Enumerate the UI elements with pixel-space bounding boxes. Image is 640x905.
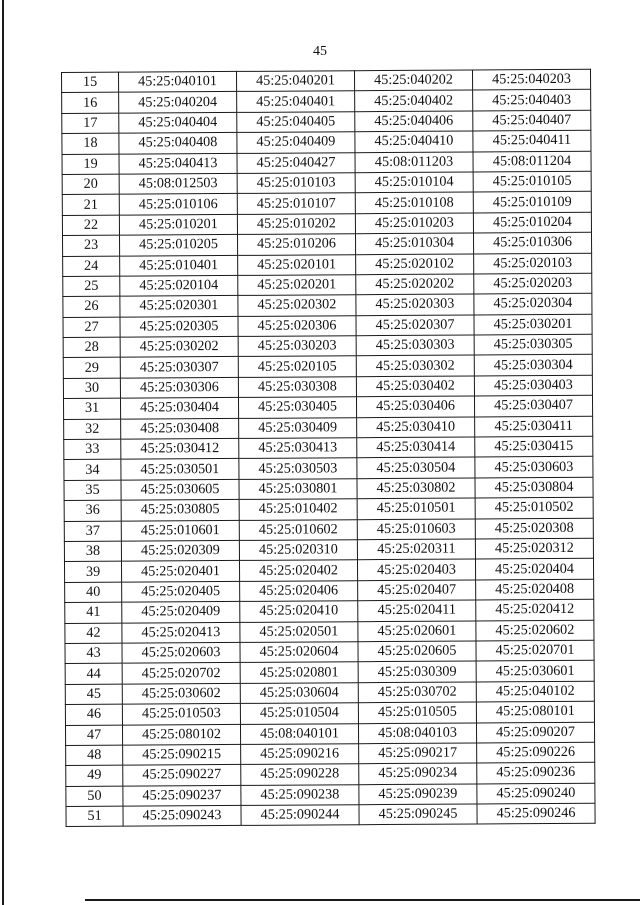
cadastral-code-cell: 45:25:090244 bbox=[241, 805, 359, 826]
table-row bbox=[66, 763, 595, 787]
cadastral-code-cell: 45:25:040201 bbox=[236, 71, 354, 92]
cadastral-code-cell: 45:25:020103 bbox=[474, 253, 592, 274]
cadastral-code-cell: 45:25:090240 bbox=[477, 783, 595, 804]
cadastral-code-cell: 45:25:040101 bbox=[119, 71, 237, 92]
table-row bbox=[63, 253, 592, 277]
cadastral-code-cell: 45:25:020604 bbox=[240, 642, 358, 663]
cadastral-code-cell: 45:25:090238 bbox=[241, 784, 359, 805]
cadastral-code-cell: 45:25:020312 bbox=[475, 538, 593, 559]
cadastral-code-cell: 45:25:010202 bbox=[237, 213, 355, 234]
cadastral-code-cell: 45:25:010105 bbox=[473, 171, 591, 192]
cadastral-code-cell: 45:25:090227 bbox=[123, 765, 241, 786]
cadastral-code-cell: 45:25:030402 bbox=[356, 376, 474, 397]
cadastral-code-cell: 45:25:040202 bbox=[354, 70, 472, 91]
cadastral-code-cell: 45:25:040407 bbox=[473, 110, 591, 131]
table-row bbox=[66, 783, 595, 807]
cadastral-code-cell: 45:25:020303 bbox=[356, 294, 474, 315]
cadastral-code-cell: 45:25:090215 bbox=[123, 744, 241, 765]
cadastral-code-cell: 45:25:030303 bbox=[356, 335, 474, 356]
row-number-cell: 41 bbox=[65, 602, 122, 623]
cadastral-code-cell: 45:25:020105 bbox=[238, 356, 356, 377]
cadastral-code-cell: 45:25:030605 bbox=[121, 479, 239, 500]
cadastral-code-cell: 45:25:030603 bbox=[475, 457, 593, 478]
cadastral-code-cell: 45:25:010306 bbox=[473, 232, 591, 253]
cadastral-code-cell: 45:25:020401 bbox=[121, 561, 239, 582]
row-number-cell: 45 bbox=[65, 684, 122, 705]
cadastral-code-cell: 45:25:010304 bbox=[355, 233, 473, 254]
row-number-cell: 23 bbox=[62, 235, 119, 256]
table-row bbox=[63, 334, 592, 358]
cadastral-code-cell: 45:25:010401 bbox=[120, 255, 238, 276]
row-number-cell: 21 bbox=[62, 194, 119, 215]
table-row bbox=[63, 355, 592, 379]
cadastral-code-cell: 45:25:020308 bbox=[475, 518, 593, 539]
cadastral-code-cell: 45:25:010201 bbox=[119, 214, 237, 235]
cadastral-code-cell: 45:25:080102 bbox=[122, 724, 240, 745]
cadastral-code-cell: 45:25:030307 bbox=[120, 357, 238, 378]
cadastral-code-cell: 45:25:040102 bbox=[476, 681, 594, 702]
cadastral-code-cell: 45:25:030415 bbox=[475, 436, 593, 457]
cadastral-code-cell: 45:25:090226 bbox=[477, 742, 595, 763]
cadastral-code-cell: 45:25:020305 bbox=[120, 316, 238, 337]
cadastral-code-cell: 45:25:030404 bbox=[120, 398, 238, 419]
cadastral-code-cell: 45:25:020101 bbox=[238, 254, 356, 275]
row-number-cell: 19 bbox=[62, 154, 119, 175]
cadastral-code-cell: 45:25:030411 bbox=[475, 416, 593, 437]
row-number-cell: 15 bbox=[62, 72, 119, 93]
cadastral-code-cell: 45:25:030412 bbox=[121, 438, 239, 459]
cadastral-code-cell: 45:25:020307 bbox=[356, 315, 474, 336]
cadastral-code-cell: 45:25:010503 bbox=[122, 704, 240, 725]
row-number-cell: 42 bbox=[65, 623, 122, 644]
cadastral-code-cell: 45:25:080101 bbox=[476, 701, 594, 722]
row-number-cell: 18 bbox=[62, 133, 119, 154]
cadastral-code-cell: 45:25:020601 bbox=[358, 621, 476, 642]
row-number-cell: 47 bbox=[65, 725, 122, 746]
cadastral-code-cell: 45:25:090217 bbox=[359, 743, 477, 764]
cadastral-code-cell: 45:25:010502 bbox=[475, 497, 593, 518]
table-row bbox=[66, 742, 595, 766]
row-number-cell: 40 bbox=[65, 582, 122, 603]
cadastral-code-cell: 45:25:040401 bbox=[237, 91, 355, 112]
cadastral-code-cell: 45:25:040408 bbox=[119, 133, 237, 154]
row-number-cell: 17 bbox=[62, 113, 119, 134]
cadastral-code-cell: 45:25:020306 bbox=[238, 315, 356, 336]
table-row bbox=[64, 559, 593, 583]
cadastral-code-cell: 45:25:090236 bbox=[477, 763, 595, 784]
row-number-cell: 38 bbox=[64, 541, 121, 562]
cadastral-code-cell: 45:25:020304 bbox=[474, 294, 592, 315]
table-row bbox=[63, 396, 592, 420]
cadastral-code-cell: 45:25:020413 bbox=[122, 622, 240, 643]
cadastral-code-cell: 45:25:030601 bbox=[476, 661, 594, 682]
row-number-cell: 22 bbox=[62, 215, 119, 236]
table-row bbox=[64, 416, 593, 440]
table-row bbox=[65, 579, 594, 603]
cadastral-code-cell: 45:25:010602 bbox=[239, 519, 357, 540]
row-number-cell: 20 bbox=[62, 174, 119, 195]
cadastral-code-cell: 45:25:010402 bbox=[239, 499, 357, 520]
row-number-cell: 51 bbox=[66, 806, 123, 827]
table-row bbox=[64, 497, 593, 521]
table-row bbox=[62, 90, 591, 114]
cadastral-code-cell: 45:25:020404 bbox=[475, 559, 593, 580]
row-number-cell: 50 bbox=[66, 786, 123, 807]
cadastral-code-cell: 45:25:020603 bbox=[122, 642, 240, 663]
scan-edge-bottom bbox=[85, 899, 640, 901]
row-number-cell: 16 bbox=[62, 93, 119, 114]
row-number-cell: 46 bbox=[65, 704, 122, 725]
cadastral-code-cell: 45:25:020408 bbox=[476, 579, 594, 600]
row-number-cell: 27 bbox=[63, 317, 120, 338]
cadastral-code-cell: 45:25:040411 bbox=[473, 130, 591, 151]
cadastral-code-cell: 45:25:020605 bbox=[358, 641, 476, 662]
cadastral-code-cell: 45:25:030702 bbox=[358, 682, 476, 703]
row-number-cell: 37 bbox=[64, 521, 121, 542]
table-row bbox=[65, 722, 594, 746]
cadastral-code-cell: 45:25:010103 bbox=[237, 173, 355, 194]
table-row bbox=[65, 599, 594, 623]
page-number: 45 bbox=[313, 44, 327, 59]
cadastral-code-cell: 45:25:030801 bbox=[239, 479, 357, 500]
cadastral-code-cell: 45:25:020301 bbox=[120, 296, 238, 317]
cadastral-code-cell: 45:25:020102 bbox=[356, 253, 474, 274]
row-number-cell: 49 bbox=[66, 765, 123, 786]
table-row bbox=[63, 294, 592, 318]
cadastral-code-cell: 45:25:020405 bbox=[122, 581, 240, 602]
cadastral-code-cell: 45:25:030406 bbox=[356, 396, 474, 417]
cadastral-code-cell: 45:25:090234 bbox=[359, 763, 477, 784]
cadastral-code-cell: 45:25:030407 bbox=[474, 396, 592, 417]
cadastral-code-cell: 45:25:020402 bbox=[239, 560, 357, 581]
cadastral-code-cell: 45:25:040404 bbox=[119, 112, 237, 133]
cadastral-code-cell: 45:25:030414 bbox=[357, 437, 475, 458]
cadastral-code-cell: 45:25:030410 bbox=[357, 417, 475, 438]
table-row bbox=[63, 273, 592, 297]
table-row bbox=[62, 232, 591, 256]
cadastral-code-cell: 45:25:040413 bbox=[119, 153, 237, 174]
cadastral-code-cell: 45:25:010203 bbox=[355, 213, 473, 234]
cadastral-code-cell: 45:25:020104 bbox=[120, 275, 238, 296]
table-row bbox=[66, 803, 595, 827]
cadastral-code-cell: 45:08:040101 bbox=[240, 723, 358, 744]
cadastral-code-cell: 45:25:030413 bbox=[239, 438, 357, 459]
row-number-cell: 43 bbox=[65, 643, 122, 664]
cadastral-code-cell: 45:25:020406 bbox=[240, 580, 358, 601]
cadastral-code-cell: 45:25:020403 bbox=[357, 559, 475, 580]
cadastral-code-cell: 45:25:030602 bbox=[122, 683, 240, 704]
cadastral-code-cell: 45:25:030503 bbox=[239, 458, 357, 479]
table-row bbox=[64, 457, 593, 481]
cadastral-code-cell: 45:25:030408 bbox=[121, 418, 239, 439]
cadastral-code-cell: 45:25:010504 bbox=[240, 703, 358, 724]
cadastral-code-cell: 45:25:030604 bbox=[240, 682, 358, 703]
cadastral-code-cell: 45:25:090216 bbox=[241, 744, 359, 765]
cadastral-code-cell: 45:25:040203 bbox=[472, 69, 590, 90]
cadastral-code-cell: 45:25:010204 bbox=[473, 212, 591, 233]
row-number-cell: 48 bbox=[66, 745, 123, 766]
cadastral-code-cell: 45:25:030305 bbox=[474, 334, 592, 355]
cadastral-code-cell: 45:08:012503 bbox=[119, 173, 237, 194]
cadastral-code-cell: 45:25:090243 bbox=[123, 805, 241, 826]
cadastral-code-cell: 45:25:030802 bbox=[357, 478, 475, 499]
row-number-cell: 30 bbox=[63, 378, 120, 399]
cadastral-code-cell: 45:25:020412 bbox=[476, 599, 594, 620]
table-row bbox=[62, 110, 591, 134]
cadastral-code-cell: 45:25:010104 bbox=[355, 172, 473, 193]
cadastral-code-cell: 45:25:030501 bbox=[121, 459, 239, 480]
cadastral-code-cell: 45:25:090207 bbox=[476, 722, 594, 743]
cadastral-code-cell: 45:25:030308 bbox=[238, 377, 356, 398]
table-row bbox=[62, 151, 591, 175]
table-row bbox=[63, 314, 592, 338]
cadastral-code-cell: 45:25:010505 bbox=[358, 702, 476, 723]
table-row bbox=[62, 212, 591, 236]
table-row bbox=[65, 701, 594, 725]
cadastral-code-cell: 45:25:040402 bbox=[355, 90, 473, 111]
cadastral-code-cell: 45:25:030405 bbox=[238, 397, 356, 418]
table-row bbox=[64, 436, 593, 460]
cadastral-code-cell: 45:25:020202 bbox=[356, 274, 474, 295]
cadastral-quarters-table bbox=[61, 69, 596, 828]
cadastral-code-cell: 45:25:020702 bbox=[122, 663, 240, 684]
row-number-cell: 36 bbox=[64, 500, 121, 521]
cadastral-code-cell: 45:25:020407 bbox=[358, 580, 476, 601]
cadastral-code-cell: 45:25:020801 bbox=[240, 662, 358, 683]
cadastral-code-cell: 45:25:090246 bbox=[477, 803, 595, 824]
cadastral-code-cell: 45:25:010205 bbox=[119, 235, 237, 256]
cadastral-code-cell: 45:25:020701 bbox=[476, 640, 594, 661]
cadastral-code-cell: 45:25:010501 bbox=[357, 498, 475, 519]
row-number-cell: 25 bbox=[63, 276, 120, 297]
cadastral-code-cell: 45:25:040409 bbox=[237, 132, 355, 153]
row-number-cell: 26 bbox=[63, 296, 120, 317]
table-row bbox=[65, 681, 594, 705]
cadastral-code-cell: 45:25:030202 bbox=[120, 337, 238, 358]
cadastral-code-cell: 45:08:011203 bbox=[355, 152, 473, 173]
cadastral-code-cell: 45:25:030309 bbox=[358, 661, 476, 682]
cadastral-code-cell: 45:25:020410 bbox=[240, 601, 358, 622]
row-number-cell: 44 bbox=[65, 663, 122, 684]
table-row bbox=[65, 661, 594, 685]
cadastral-code-cell: 45:25:020201 bbox=[238, 275, 356, 296]
table-row bbox=[62, 130, 591, 154]
row-number-cell: 31 bbox=[63, 398, 120, 419]
row-number-cell: 29 bbox=[63, 358, 120, 379]
cadastral-code-cell: 45:25:030203 bbox=[238, 336, 356, 357]
row-number-cell: 33 bbox=[64, 439, 121, 460]
cadastral-code-cell: 45:25:020203 bbox=[474, 273, 592, 294]
table-row bbox=[63, 375, 592, 399]
cadastral-code-cell: 45:25:090239 bbox=[359, 784, 477, 805]
cadastral-code-cell: 45:25:010108 bbox=[355, 192, 473, 213]
cadastral-code-cell: 45:25:020501 bbox=[240, 621, 358, 642]
cadastral-code-cell: 45:25:040403 bbox=[473, 90, 591, 111]
cadastral-code-cell: 45:08:040103 bbox=[358, 722, 476, 743]
table-row bbox=[65, 640, 594, 664]
table-row bbox=[64, 477, 593, 501]
cadastral-code-cell: 45:25:020311 bbox=[357, 539, 475, 560]
table-row bbox=[62, 171, 591, 195]
cadastral-code-cell: 45:25:020411 bbox=[358, 600, 476, 621]
row-number-cell: 24 bbox=[63, 256, 120, 277]
cadastral-code-cell: 45:25:030304 bbox=[474, 355, 592, 376]
cadastral-code-cell: 45:25:040204 bbox=[119, 92, 237, 113]
cadastral-code-cell: 45:25:030504 bbox=[357, 457, 475, 478]
row-number-cell: 35 bbox=[64, 480, 121, 501]
table-row bbox=[62, 69, 591, 93]
cadastral-code-cell: 45:25:030403 bbox=[474, 375, 592, 396]
cadastral-code-cell: 45:25:010106 bbox=[119, 194, 237, 215]
cadastral-code-cell: 45:25:010109 bbox=[473, 192, 591, 213]
table-row bbox=[62, 192, 591, 216]
row-number-cell: 39 bbox=[64, 562, 121, 583]
cadastral-code-cell: 45:25:010206 bbox=[237, 234, 355, 255]
table-row bbox=[64, 518, 593, 542]
cadastral-code-cell: 45:25:010107 bbox=[237, 193, 355, 214]
cadastral-code-cell: 45:25:020302 bbox=[238, 295, 356, 316]
cadastral-code-cell: 45:25:030409 bbox=[239, 417, 357, 438]
cadastral-code-cell: 45:25:090245 bbox=[359, 804, 477, 825]
table-body bbox=[62, 69, 596, 827]
cadastral-code-cell: 45:25:010601 bbox=[121, 520, 239, 541]
cadastral-code-cell: 45:25:040410 bbox=[355, 131, 473, 152]
cadastral-code-cell: 45:25:030302 bbox=[356, 355, 474, 376]
cadastral-code-cell: 45:25:040405 bbox=[237, 111, 355, 132]
table-row bbox=[64, 538, 593, 562]
cadastral-code-cell: 45:25:030306 bbox=[120, 377, 238, 398]
cadastral-code-cell: 45:25:090237 bbox=[123, 785, 241, 806]
cadastral-code-cell: 45:25:040427 bbox=[237, 152, 355, 173]
cadastral-code-cell: 45:25:030805 bbox=[121, 500, 239, 521]
cadastral-code-cell: 45:25:040406 bbox=[355, 111, 473, 132]
cadastral-code-cell: 45:25:090228 bbox=[241, 764, 359, 785]
cadastral-code-cell: 45:25:020310 bbox=[239, 540, 357, 561]
cadastral-code-cell: 45:25:020409 bbox=[122, 602, 240, 623]
row-number-cell: 28 bbox=[63, 337, 120, 358]
cadastral-code-cell: 45:25:030201 bbox=[474, 314, 592, 335]
cadastral-code-cell: 45:25:030804 bbox=[475, 477, 593, 498]
cadastral-code-cell: 45:25:020309 bbox=[121, 540, 239, 561]
cadastral-code-cell: 45:08:011204 bbox=[473, 151, 591, 172]
cadastral-code-cell: 45:25:010603 bbox=[357, 519, 475, 540]
scan-edge-left bbox=[2, 0, 4, 905]
cadastral-code-cell: 45:25:020602 bbox=[476, 620, 594, 641]
table-row bbox=[65, 620, 594, 644]
row-number-cell: 34 bbox=[64, 460, 121, 481]
row-number-cell: 32 bbox=[64, 419, 121, 440]
